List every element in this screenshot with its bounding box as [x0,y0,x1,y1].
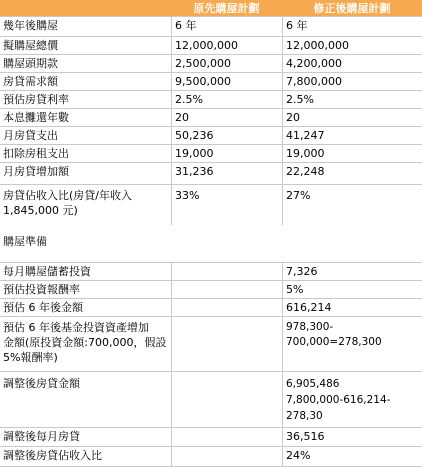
table-row [0,91,422,109]
revised-value: 24% [282,447,422,466]
section-title-row [0,232,422,254]
table-row [0,447,422,467]
original-value: 2,500,000 [171,55,282,72]
row-label: 每月購屋儲蓄投資 [3,265,91,278]
original-value: 9,500,000 [171,73,282,90]
table-row [0,185,422,225]
row-label: 預估投資報酬率 [3,283,80,296]
header-revised-plan: 修正後購屋計劃 [313,2,391,15]
revised-value: 6,905,486 7,800,000-616,214-278,30 [282,372,422,427]
original-value: 50,236 [171,127,282,144]
revised-value: 12,000,000 [282,37,422,54]
table-row [0,73,422,91]
row-label: 調整後每月房貸 [3,430,80,443]
revised-value: 978,300-700,000=278,300 [282,317,422,371]
original-value: 20 [171,109,282,126]
row-label: 預估 6 年後基金投資資產增加 金額(原投資金額:700,000，假設 5%報酬率) [3,321,167,364]
original-value [171,281,282,298]
revised-value: 27% [282,185,422,225]
row-label: 房貸需求額 [3,75,58,88]
revised-value: 616,214 [282,299,422,316]
table-row [0,17,422,37]
original-value [171,299,282,316]
revised-value: 4,200,000 [282,55,422,72]
table-row [0,163,422,185]
header-original-plan: 原先購屋計劃 [193,2,260,15]
table-row [0,262,422,281]
table-row [0,372,422,428]
row-label: 房貸佔收入比(房貸/年收入 1,845,000 元) [3,189,132,217]
original-value: 31,236 [171,163,282,184]
revised-value: 19,000 [282,145,422,162]
row-label: 月房貸增加額 [3,165,69,178]
table-row [0,317,422,372]
row-label: 扣除房租支出 [3,147,69,160]
original-value: 12,000,000 [171,37,282,54]
revised-value: 20 [282,109,422,126]
row-label: 購屋頭期款 [3,57,58,70]
original-value: 6 年 [171,17,282,36]
revised-value: 6 年 [282,17,422,36]
original-value [171,263,282,280]
table-row [0,281,422,299]
original-value: 33% [171,185,282,225]
row-label: 幾年後購屋 [3,19,58,32]
row-label: 調整後房貸佔收入比 [3,449,102,462]
row-label: 預估 6 年後金額 [3,301,83,314]
revised-value: 7,800,000 [282,73,422,90]
original-value [171,317,282,371]
row-label: 本息攤還年數 [3,111,69,124]
section-title: 購屋準備 [3,235,47,248]
table-row [0,127,422,145]
table-row [0,55,422,73]
original-value: 19,000 [171,145,282,162]
table-row [0,109,422,127]
revised-value: 22,248 [282,163,422,184]
original-value: 2.5% [171,91,282,108]
table-header-row [0,0,422,17]
table-row [0,299,422,317]
header-blank-cell [0,0,171,16]
table-row [0,37,422,55]
revised-value: 36,516 [282,428,422,446]
original-value [171,428,282,446]
original-value [171,372,282,427]
revised-value: 5% [282,281,422,298]
revised-value: 2.5% [282,91,422,108]
row-label: 擬購屋總價 [3,39,58,52]
original-value [171,447,282,466]
table-row [0,428,422,447]
row-label: 調整後房貸金額 [3,377,80,390]
revised-value: 7,326 [282,263,422,280]
table-row [0,145,422,163]
revised-value: 41,247 [282,127,422,144]
row-label: 預估房貸利率 [3,93,69,106]
row-label: 月房貸支出 [3,129,58,142]
